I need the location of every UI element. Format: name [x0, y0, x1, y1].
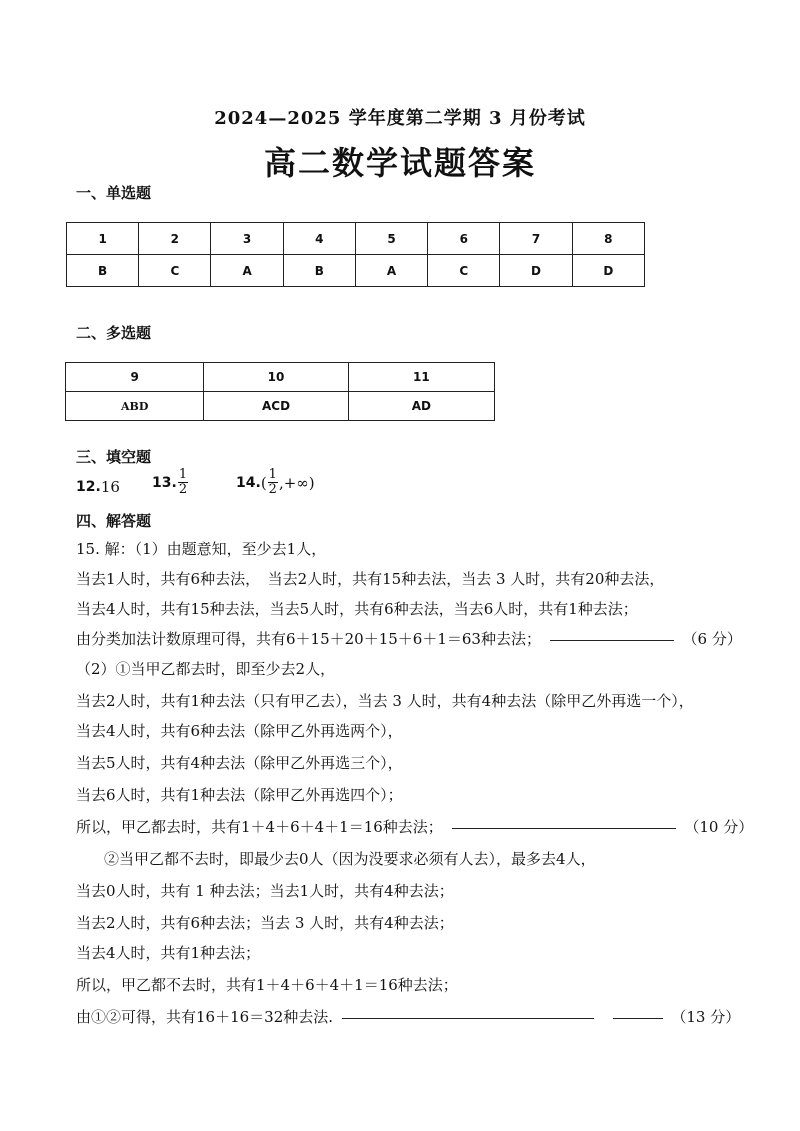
- question-number: 2: [139, 223, 211, 255]
- single-choice-table: [66, 222, 645, 287]
- solution-line: 15. 解：（1）由题意知，至少去1人，: [76, 540, 327, 558]
- answer-cell: A: [355, 255, 427, 287]
- solution-line: 当去6人时，共有1种去法（除甲乙外再选四个）；: [76, 786, 403, 804]
- denominator: 2: [268, 482, 277, 497]
- solution-line: 当去0人时，共有 1 种去法；当去1人时，共有4种去法；: [76, 882, 454, 900]
- solution-line-with-score: [76, 816, 753, 837]
- answer-14: [236, 468, 315, 497]
- solution-text: 所以，甲乙都去时，共有1＋4＋6＋4＋1＝16种去法；: [76, 818, 443, 836]
- numerator: 1: [268, 467, 277, 482]
- solution-line: 当去5人时，共有4种去法（除甲乙外再选三个），: [76, 754, 403, 772]
- dash-leader: [452, 828, 676, 829]
- answer-cell: D: [572, 255, 644, 287]
- answer-cell: B: [67, 255, 139, 287]
- question-label: 13.: [152, 474, 177, 491]
- table-row-questions: [66, 363, 495, 392]
- fraction: [178, 468, 188, 497]
- question-number: 8: [572, 223, 644, 255]
- score-label: （13 分）: [671, 1008, 741, 1026]
- solution-line: 所以，甲乙都不去时，共有1＋4＋6＋4＋1＝16种去法；: [76, 976, 458, 994]
- question-number: 5: [355, 223, 427, 255]
- table-row-questions: [67, 223, 645, 255]
- fill-blank-heading: 三、填空题: [76, 448, 152, 466]
- solution-line: 当去2人时，共有6种去法；当去 3 人时，共有4种去法；: [76, 914, 454, 932]
- question-number: 1: [67, 223, 139, 255]
- multi-choice-heading: 二、多选题: [76, 324, 152, 342]
- solutions-heading: 四、解答题: [76, 512, 152, 530]
- dash-leader: [613, 1018, 663, 1019]
- question-number: 6: [428, 223, 500, 255]
- solution-text: 由分类加法计数原理可得，共有6＋15＋20＋15＋6＋1＝63种去法；: [76, 630, 541, 648]
- page-title: 高二数学试题答案: [263, 144, 536, 182]
- answer-cell: B: [283, 255, 355, 287]
- answer-cell: D: [500, 255, 572, 287]
- solution-line-with-score: [76, 1006, 740, 1027]
- answer-12: [76, 478, 120, 496]
- solution-line: （2）①当甲乙都去时，即至少去2人，: [76, 660, 336, 678]
- answer-cell: ACD: [204, 392, 348, 421]
- question-number: 10: [204, 363, 348, 392]
- open-paren: (: [260, 473, 267, 492]
- answer-value: 16: [100, 478, 120, 496]
- solution-line: 当去4人时，共有1种去法；: [76, 944, 261, 962]
- table-row-answers: [66, 392, 495, 421]
- numerator: 1: [178, 467, 188, 482]
- fill-blank-answers: [76, 467, 476, 512]
- answer-cell: ABD: [66, 392, 204, 421]
- denominator: 2: [178, 482, 188, 497]
- dash-leader: [550, 640, 674, 641]
- fraction: [268, 468, 278, 497]
- table-row-answers: [67, 255, 645, 287]
- dash-leader: [342, 1018, 594, 1019]
- question-number: 4: [283, 223, 355, 255]
- question-number: 11: [348, 363, 494, 392]
- question-label: 12.: [76, 479, 101, 495]
- score-label: （6 分）: [682, 630, 742, 648]
- question-number: 9: [66, 363, 204, 392]
- answer-cell: C: [428, 255, 500, 287]
- answer-cell: AD: [348, 392, 494, 421]
- single-choice-heading: 一、单选题: [76, 184, 152, 202]
- answer-cell: C: [139, 255, 211, 287]
- solution-line-with-score: [76, 628, 742, 649]
- question-number: 7: [500, 223, 572, 255]
- solution-line: 当去2人时，共有1种去法（只有甲乙去），当去 3 人时，共有4种去法（除甲乙外再选一个），: [76, 692, 694, 710]
- exam-subtitle: 2024—2025 学年度第二学期 3 月份考试: [214, 108, 586, 129]
- interval-rest: ,+∞): [278, 473, 315, 492]
- solution-line: 当去4人时，共有6种去法（除甲乙外再选两个），: [76, 722, 403, 740]
- solution-line: ②当甲乙都不去时，即最少去0人（因为没要求必须有人去），最多去4人，: [104, 850, 596, 868]
- question-number: 3: [211, 223, 283, 255]
- answer-13: [152, 468, 189, 497]
- solution-line: 当去1人时，共有6种去法， 当去2人时，共有15种去法，当去 3 人时，共有20种去法，: [76, 570, 665, 588]
- answer-cell: A: [211, 255, 283, 287]
- multi-choice-table: [65, 362, 495, 421]
- score-label: （10 分）: [684, 818, 754, 836]
- solution-text: 由①②可得，共有16＋16＝32种去法.: [76, 1008, 334, 1026]
- question-label: 14.: [236, 474, 261, 491]
- solution-line: 当去4人时，共有15种去法，当去5人时，共有6种去法，当去6人时，共有1种去法；: [76, 600, 638, 618]
